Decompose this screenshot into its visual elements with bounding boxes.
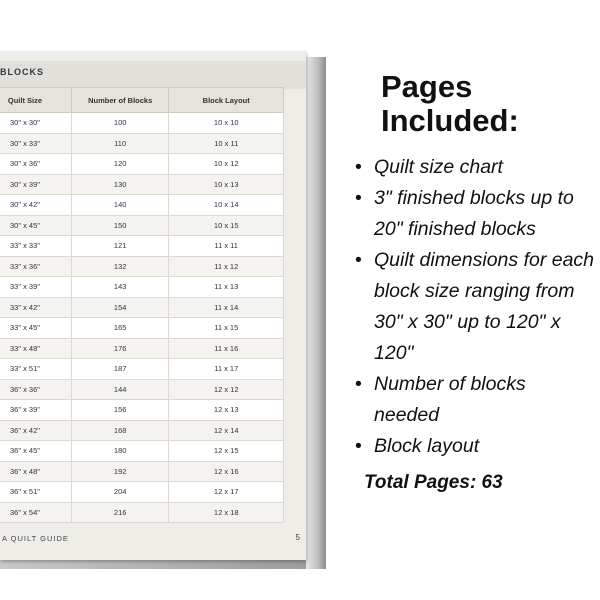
cell-quilt-size: 33" x 36" [0,256,71,277]
table-row [0,502,284,523]
table-row [0,215,284,236]
cell-number-of-blocks: 144 [71,379,169,400]
bullet-icon: • [355,249,362,271]
feature-item [355,369,595,431]
table-row [0,379,284,400]
cell-number-of-blocks: 154 [71,297,169,318]
cell-block-layout: 10 x 11 [169,133,284,154]
footer-title: A QUILT GUIDE [2,534,69,543]
cell-block-layout: 12 x 12 [169,379,284,400]
feature-text: Quilt size chart [374,156,503,178]
table-row [0,338,284,359]
bullet-icon: • [355,156,362,178]
bullet-icon: • [355,187,362,209]
cell-block-layout: 11 x 17 [169,359,284,380]
cell-number-of-blocks: 140 [71,195,169,216]
page-header [0,61,306,89]
cell-quilt-size: 36" x 36" [0,379,71,400]
table-header-row [0,88,284,113]
cell-number-of-blocks: 120 [71,154,169,175]
cell-number-of-blocks: 132 [71,256,169,277]
column-header-block-layout: Block Layout [169,88,284,113]
cell-number-of-blocks: 121 [71,236,169,257]
table-row [0,195,284,216]
cell-block-layout: 10 x 13 [169,174,284,195]
cell-quilt-size: 33" x 45" [0,318,71,339]
cell-number-of-blocks: 165 [71,318,169,339]
cell-number-of-blocks: 180 [71,441,169,462]
cell-quilt-size: 33" x 48" [0,338,71,359]
feature-item [355,431,595,462]
column-header-quilt-size: Quilt Size [0,88,71,113]
cell-block-layout: 10 x 12 [169,154,284,175]
cell-block-layout: 11 x 15 [169,318,284,339]
cell-block-layout: 11 x 13 [169,277,284,298]
cell-quilt-size: 36" x 39" [0,400,71,421]
cell-quilt-size: 33" x 42" [0,297,71,318]
cell-number-of-blocks: 216 [71,502,169,523]
table-row [0,256,284,277]
table-row [0,277,284,298]
table-row [0,420,284,441]
heading-line-2: Included: [381,103,519,138]
cell-number-of-blocks: 176 [71,338,169,359]
cell-quilt-size: 36" x 51" [0,482,71,503]
total-pages: Total Pages: 63 [364,472,503,493]
bullet-icon: • [355,435,362,457]
table-row [0,461,284,482]
column-header-number-of-blocks: Number of Blocks [71,88,169,113]
cell-quilt-size: 33" x 51" [0,359,71,380]
table-row [0,297,284,318]
cell-number-of-blocks: 143 [71,277,169,298]
feature-item [355,183,595,245]
cell-number-of-blocks: 150 [71,215,169,236]
cell-quilt-size: 30" x 30" [0,113,71,134]
table-row [0,441,284,462]
cell-number-of-blocks: 168 [71,420,169,441]
table-row [0,174,284,195]
cell-number-of-blocks: 100 [71,113,169,134]
cell-block-layout: 11 x 11 [169,236,284,257]
cell-quilt-size: 36" x 48" [0,461,71,482]
table-row [0,318,284,339]
cell-number-of-blocks: 130 [71,174,169,195]
table-row [0,236,284,257]
quilt-size-table [0,87,284,523]
cell-number-of-blocks: 192 [71,461,169,482]
cell-quilt-size: 36" x 42" [0,420,71,441]
cell-block-layout: 11 x 12 [169,256,284,277]
table-row [0,400,284,421]
page-header-title: BLOCKS [0,67,44,77]
cell-block-layout: 12 x 17 [169,482,284,503]
cell-quilt-size: 33" x 39" [0,277,71,298]
cell-quilt-size: 30" x 42" [0,195,71,216]
table-row [0,359,284,380]
cell-block-layout: 10 x 15 [169,215,284,236]
table-row [0,482,284,503]
cell-number-of-blocks: 204 [71,482,169,503]
feature-text: Quilt dimensions for each block size ranging from 30" x 30" up to 120" x 120" [374,249,595,364]
feature-text: Block layout [374,435,480,457]
bullet-icon: • [355,373,362,395]
cell-quilt-size: 36" x 45" [0,441,71,462]
cell-block-layout: 12 x 15 [169,441,284,462]
feature-item [355,245,595,369]
cell-quilt-size: 30" x 36" [0,154,71,175]
feature-item [355,152,595,183]
cell-number-of-blocks: 156 [71,400,169,421]
heading-line-1: Pages [381,69,473,104]
cell-block-layout: 10 x 10 [169,113,284,134]
cell-block-layout: 12 x 14 [169,420,284,441]
cell-quilt-size: 36" x 54" [0,502,71,523]
pages-included-heading [381,70,581,138]
book-page-edges [306,57,326,569]
cell-block-layout: 11 x 14 [169,297,284,318]
page-number: 5 [295,533,300,542]
cell-block-layout: 12 x 18 [169,502,284,523]
cell-block-layout: 12 x 16 [169,461,284,482]
book-page [0,51,306,560]
cell-block-layout: 10 x 14 [169,195,284,216]
cell-quilt-size: 30" x 39" [0,174,71,195]
cell-block-layout: 11 x 16 [169,338,284,359]
cell-quilt-size: 30" x 33" [0,133,71,154]
cell-number-of-blocks: 110 [71,133,169,154]
cell-block-layout: 12 x 13 [169,400,284,421]
table-body [0,113,284,523]
page-footer [0,530,306,550]
feature-text: 3" finished blocks up to 20" finished blocks [374,187,574,240]
cell-quilt-size: 30" x 45" [0,215,71,236]
feature-text: Number of blocks needed [374,373,526,426]
cell-quilt-size: 33" x 33" [0,236,71,257]
table-row [0,154,284,175]
table-row [0,113,284,134]
table-row [0,133,284,154]
cell-number-of-blocks: 187 [71,359,169,380]
features-list [355,152,595,462]
